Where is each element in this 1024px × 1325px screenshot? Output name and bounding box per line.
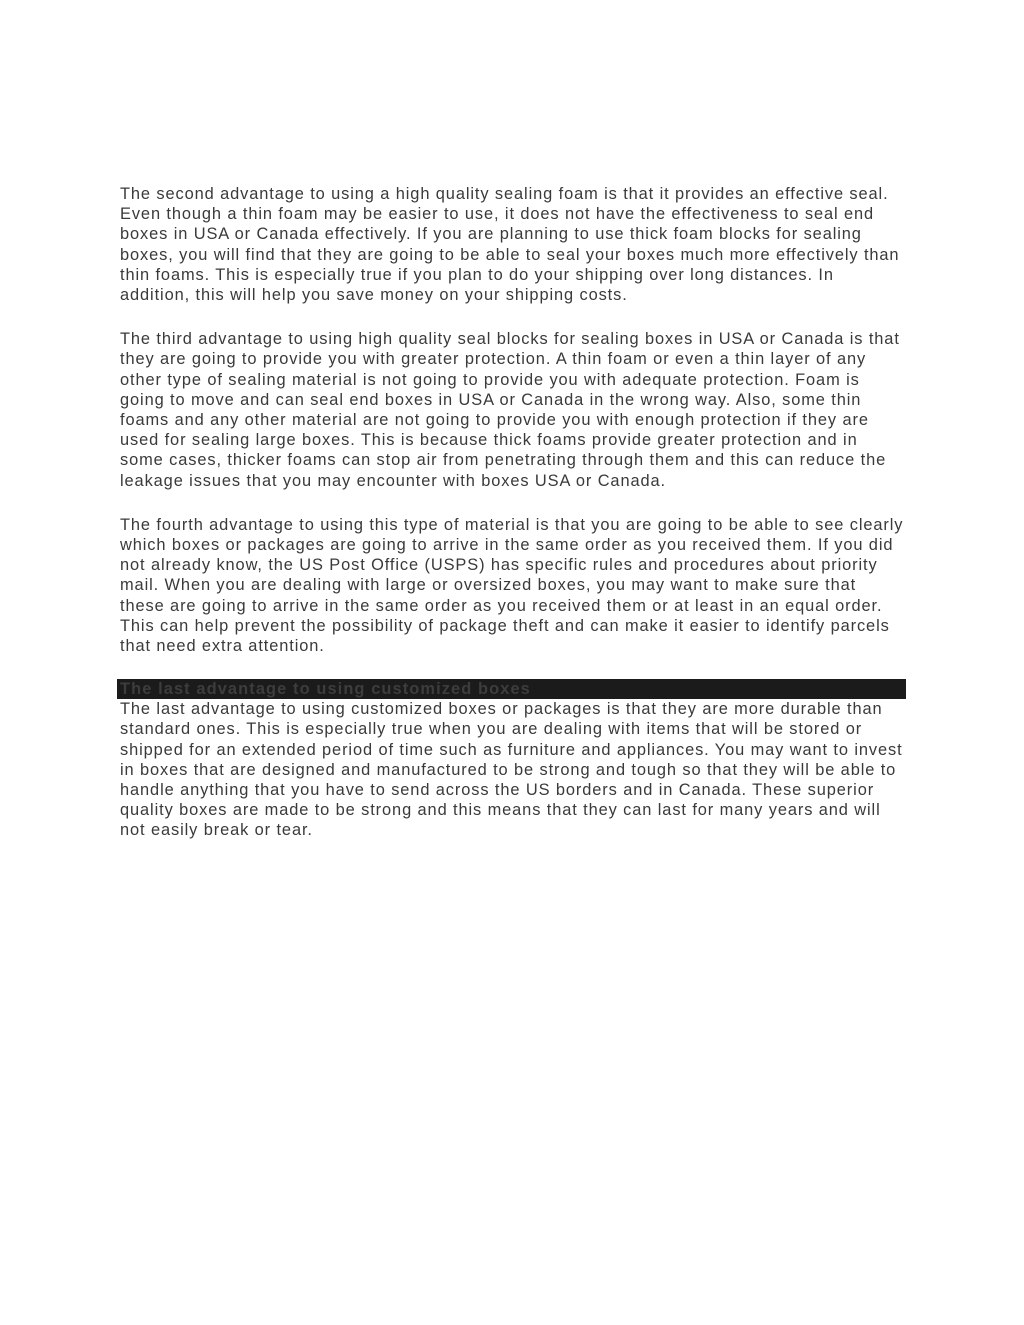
paragraph-fourth-advantage: The fourth advantage to using this type of material is that you are going to be able to see clearly which boxes or packages are going to arrive in the same order as you received them. If you did not already know, the US Post Office (USPS) has specific rules and procedures about priority mail. When you are dealing with large or oversized boxes, you may want to make sure that these are going to arrive in the same order as you received them or at least in an equal order. This can help prevent the possibility of package theft and can make it easier to identify parcels that need extra attention. — [120, 515, 904, 656]
document-body — [120, 184, 906, 841]
paragraph-third-advantage: The third advantage to using high quality seal blocks for sealing boxes in USA or Canada is that they are going to provide you with greater protection. A thin foam or even a thin layer of any other type of sealing material is not going to provide you with adequate protection. Foam is going to move and can seal end boxes in USA or Canada in the wrong way. Also, some thin foams and any other material are not going to provide you with enough protection if they are used for sealing large boxes. This is because thick foams provide greater protection and in some cases, thicker foams can stop air from penetrating through them and this can reduce the leakage issues that you may encounter with boxes USA or Canada. — [120, 330, 900, 490]
paragraph-last-advantage: The last advantage to using customized boxes or packages is that they are more durable than standard ones. This is especially true when you are dealing with items that will be stored or shipped for an extended period of time such as furniture and appliances. You may want to invest in boxes that are designed and manufactured to be strong and tough so that they will be able to handle anything that you have to send across the US borders and in Canada. These superior quality boxes are made to be strong and this means that they can last for many years and will not easily break or tear. — [120, 700, 903, 840]
section-heading: The last advantage to using customized boxes — [117, 679, 906, 699]
paragraph-second-advantage: The second advantage to using a high quality sealing foam is that it provides an effective seal. Even though a thin foam may be easier to use, it does not have the effectiveness to seal end boxes in USA or Canada effectively. If you are planning to use thick foam blocks for sealing boxes, you will find that they are going to be able to seal your boxes much more effectively than thin foams. This is especially true if you plan to do your shipping over long distances. In addition, this will help you save money on your shipping costs. — [120, 185, 900, 305]
